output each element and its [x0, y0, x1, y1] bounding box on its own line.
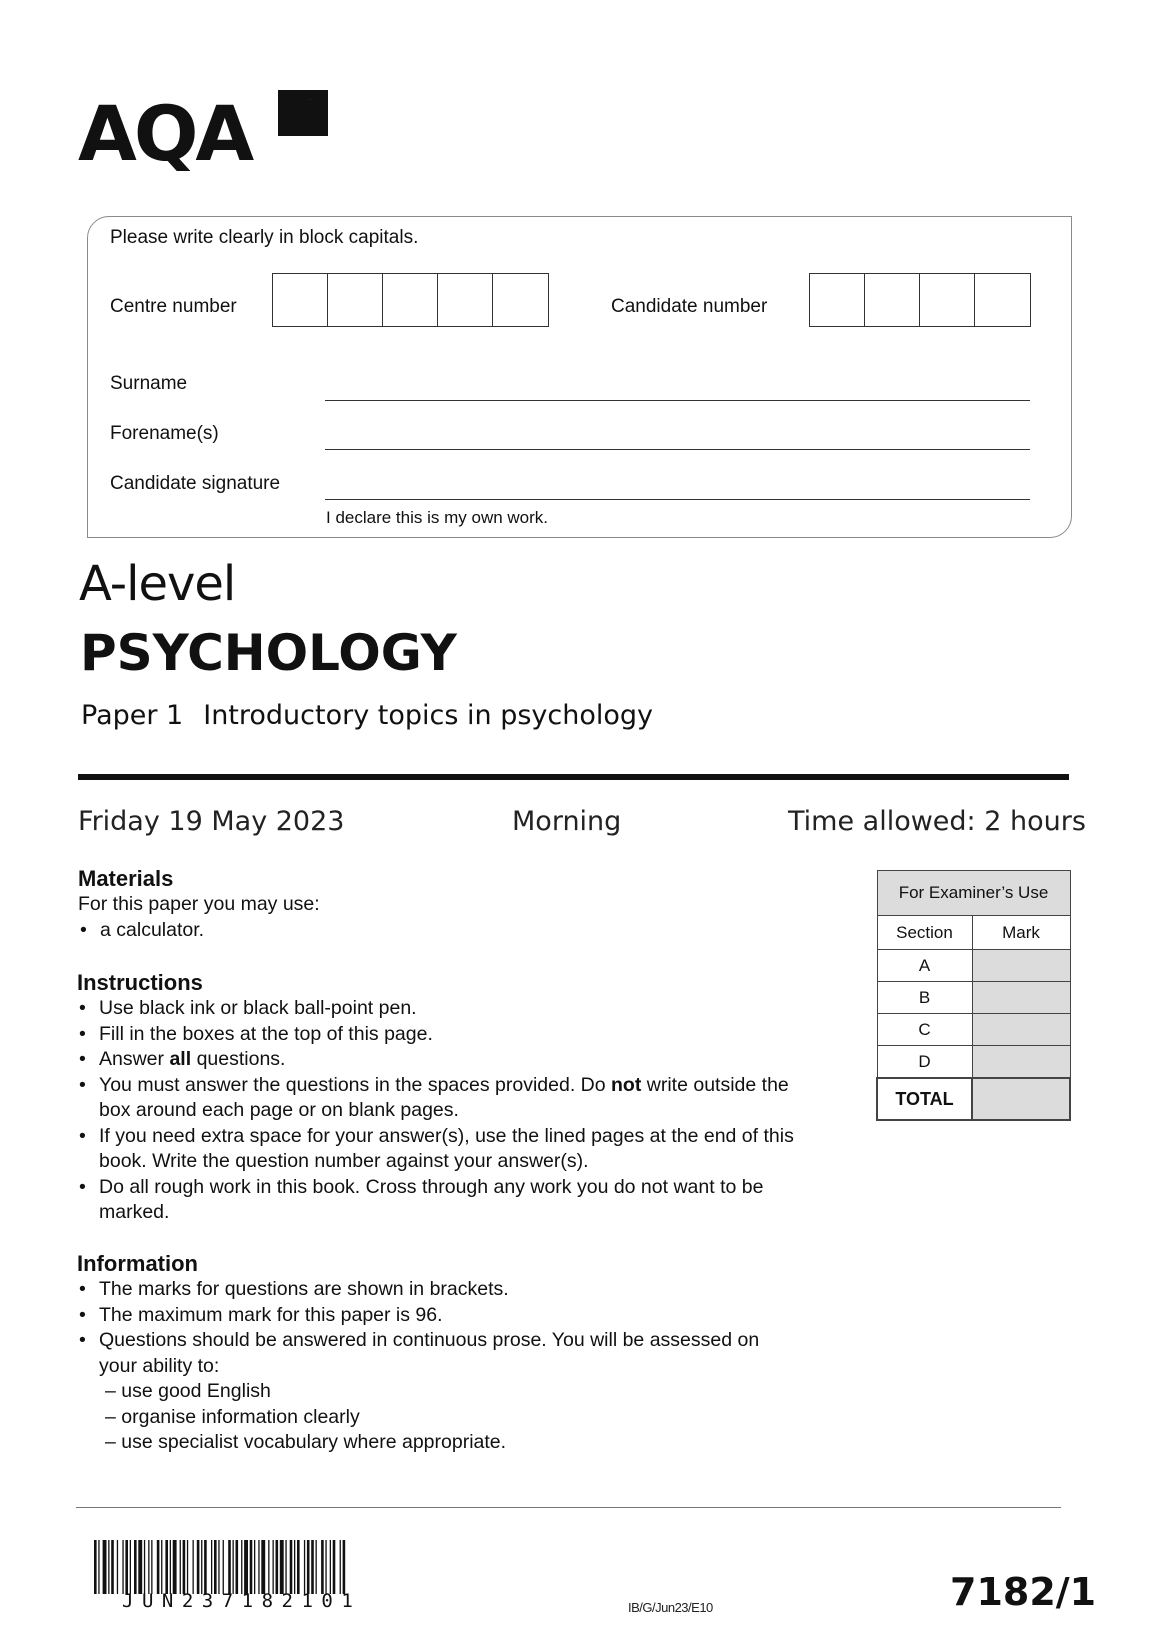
section-cell: C: [877, 1014, 972, 1046]
mark-cell: [972, 982, 1070, 1014]
materials-heading: Materials: [78, 866, 174, 891]
mark-cell: [972, 1014, 1070, 1046]
footer-divider: [76, 1507, 1061, 1508]
centre-number-digit[interactable]: [273, 274, 328, 326]
information-sub-item: – use good English: [105, 1380, 271, 1402]
forenames-field[interactable]: [325, 449, 1030, 450]
paper-number: Paper 1: [81, 700, 184, 731]
centre-number-digit[interactable]: [383, 274, 438, 326]
instruction-item: • Answer all questions.: [77, 1047, 797, 1073]
centre-number-digit[interactable]: [438, 274, 493, 326]
candidate-number-digit[interactable]: [975, 274, 1030, 326]
candidate-number-digit[interactable]: [810, 274, 865, 326]
centre-number-digit[interactable]: [493, 274, 548, 326]
section-column-header: Section: [877, 916, 972, 950]
candidate-details-box: [87, 216, 1072, 538]
candidate-number-digit[interactable]: [865, 274, 920, 326]
exam-date: Friday 19 May 2023: [78, 806, 345, 837]
block-capitals-instruction: Please write clearly in block capitals.: [110, 227, 419, 248]
candidate-number-digit[interactable]: [920, 274, 975, 326]
materials-section: [78, 866, 798, 943]
aqa-logo: [78, 84, 338, 176]
section-cell: D: [877, 1046, 972, 1079]
instruction-item: • Use black ink or black ball-point pen.: [77, 996, 797, 1022]
section-cell: A: [877, 950, 972, 982]
instruction-item: • You must answer the questions in the spaces provided. Do not write outside the box around each page or on blank pages.: [77, 1073, 797, 1124]
information-item: • The maximum mark for this paper is 96.: [77, 1303, 797, 1329]
signature-label: Candidate signature: [110, 473, 281, 494]
information-item: • Questions should be answered in continuous prose. You will be assessed on your ability to:: [77, 1328, 797, 1379]
title-divider: [78, 774, 1069, 780]
instructions-section: [77, 970, 797, 1226]
information-section: [77, 1251, 797, 1456]
information-item: • The marks for questions are shown in brackets.: [77, 1277, 797, 1303]
barcode-icon: [94, 1540, 464, 1594]
logo-text: AQA: [78, 89, 252, 178]
mark-cell: [972, 950, 1070, 982]
information-sub-item: – use specialist vocabulary where appropriate.: [105, 1431, 507, 1453]
examiner-table-title: For Examiner’s Use: [877, 871, 1070, 916]
mark-cell: [972, 1046, 1070, 1079]
instruction-item: • Fill in the boxes at the top of this page.: [77, 1022, 797, 1048]
signature-field[interactable]: [325, 499, 1030, 500]
paper-name: Introductory topics in psychology: [203, 700, 654, 731]
surname-field[interactable]: [325, 400, 1030, 401]
forenames-label: Forename(s): [110, 423, 219, 444]
instruction-item: • If you need extra space for your answer(s), use the lined pages at the end of this book. Write the question number against your answer(s).: [77, 1124, 797, 1175]
barcode-text: JUN237182101: [122, 1590, 362, 1612]
declaration-text: I declare this is my own work.: [326, 508, 549, 527]
examiner-use-table: [876, 870, 1071, 1121]
materials-item: • a calculator.: [78, 918, 798, 944]
information-sub-item: – organise information clearly: [105, 1405, 360, 1428]
materials-intro: For this paper you may use:: [78, 893, 320, 915]
candidate-number-label: Candidate number: [611, 296, 768, 317]
total-label: TOTAL: [877, 1078, 972, 1120]
surname-label: Surname: [110, 373, 188, 394]
subject-title: PSYCHOLOGY: [80, 624, 457, 682]
logo-leaf-icon: [274, 86, 332, 142]
paper-title: [81, 700, 673, 731]
reference-code: IB/G/Jun23/E10: [628, 1600, 713, 1615]
time-allowed: Time allowed: 2 hours: [788, 806, 1086, 837]
centre-number-boxes[interactable]: [272, 273, 549, 327]
total-mark-cell: [972, 1078, 1070, 1120]
instruction-item: • Do all rough work in this book. Cross through any work you do not want to be marked.: [77, 1175, 797, 1226]
centre-number-digit[interactable]: [328, 274, 383, 326]
instructions-heading: Instructions: [77, 970, 203, 995]
paper-code: 7182/1: [950, 1570, 1097, 1614]
level-title: A-level: [79, 556, 236, 612]
centre-number-label: Centre number: [110, 296, 237, 317]
exam-session: Morning: [512, 806, 622, 837]
candidate-number-boxes[interactable]: [809, 273, 1031, 327]
mark-column-header: Mark: [972, 916, 1070, 950]
information-heading: Information: [77, 1251, 198, 1276]
section-cell: B: [877, 982, 972, 1014]
